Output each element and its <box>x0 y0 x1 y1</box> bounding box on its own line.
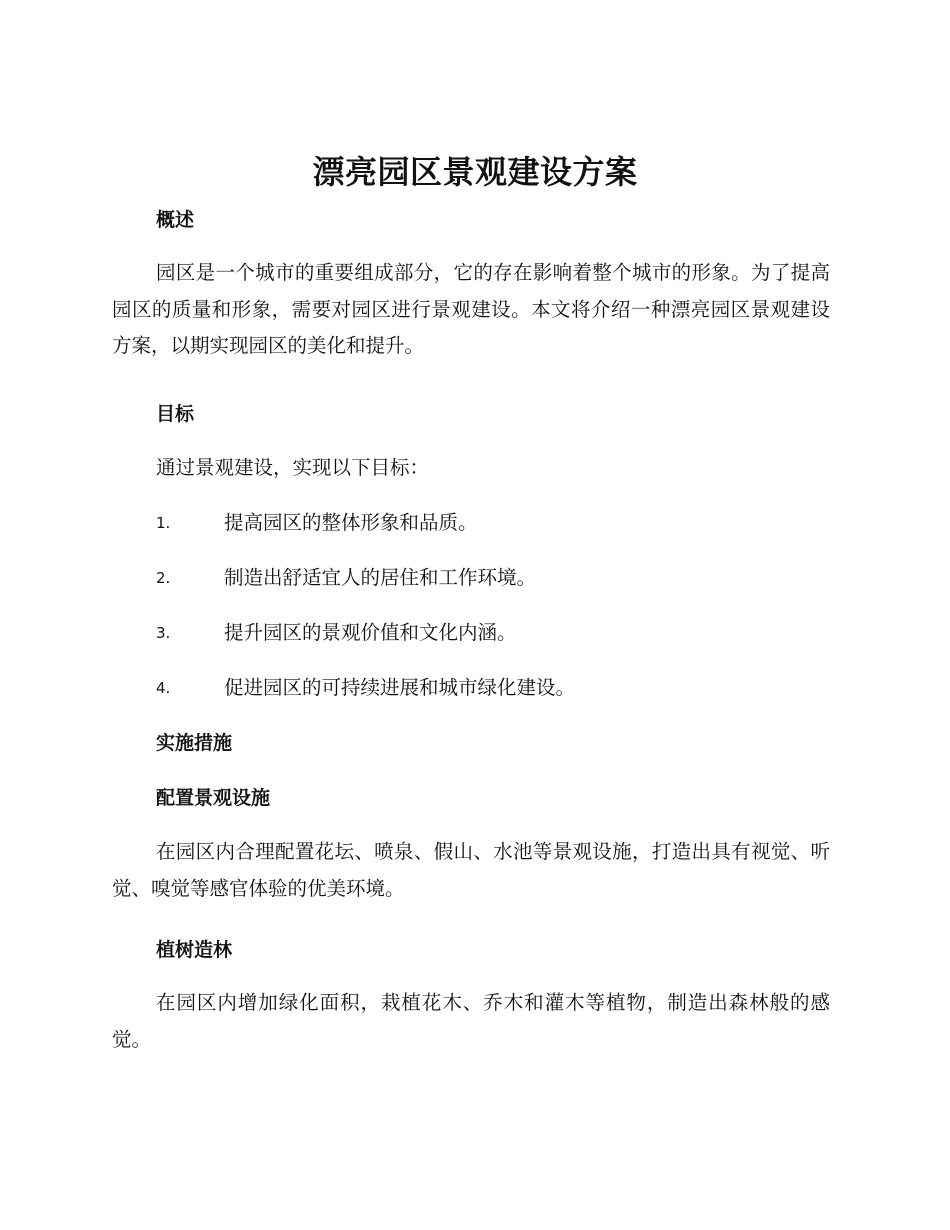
paragraph-forestation: 在园区内增加绿化面积，栽植花木、乔木和灌木等植物，制造出森林般的感觉。 <box>112 991 830 1051</box>
paragraph-overview: 园区是一个城市的重要组成部分，它的存在影响着整个城市的形象。为了提高园区的质量和形象，需要对园区进行景观建设。本文将介绍一种漂亮园区景观建设方案，以期实现园区的美化和提升。 <box>112 261 830 357</box>
heading-forestation: 植树造林 <box>156 939 233 961</box>
heading-goals: 目标 <box>156 403 195 425</box>
paragraph-facilities: 在园区内合理配置花坛、喷泉、假山、水池等景观设施，打造出具有视觉、听觉、嗅觉等感官体验的优美环境。 <box>112 840 830 900</box>
list-text: 制造出舒适宜人的居住和工作环境。 <box>224 566 537 589</box>
goals-intro: 通过景观建设，实现以下目标： <box>156 456 430 479</box>
document-title: 漂亮园区景观建设方案 <box>312 153 638 191</box>
heading-facilities: 配置景观设施 <box>156 787 271 809</box>
list-text: 提升园区的景观价值和文化内涵。 <box>224 621 517 644</box>
list-item <box>156 564 836 592</box>
list-text: 促进园区的可持续进展和城市绿化建设。 <box>224 676 576 699</box>
list-item <box>156 674 836 702</box>
list-number: 2. <box>156 569 171 587</box>
list-number: 3. <box>156 624 171 642</box>
list-item <box>156 509 836 537</box>
list-number: 4. <box>156 679 171 697</box>
list-item <box>156 619 836 647</box>
list-number: 1. <box>156 514 171 532</box>
list-text: 提高园区的整体形象和品质。 <box>224 511 478 534</box>
heading-measures: 实施措施 <box>156 732 233 754</box>
heading-overview: 概述 <box>156 209 195 231</box>
